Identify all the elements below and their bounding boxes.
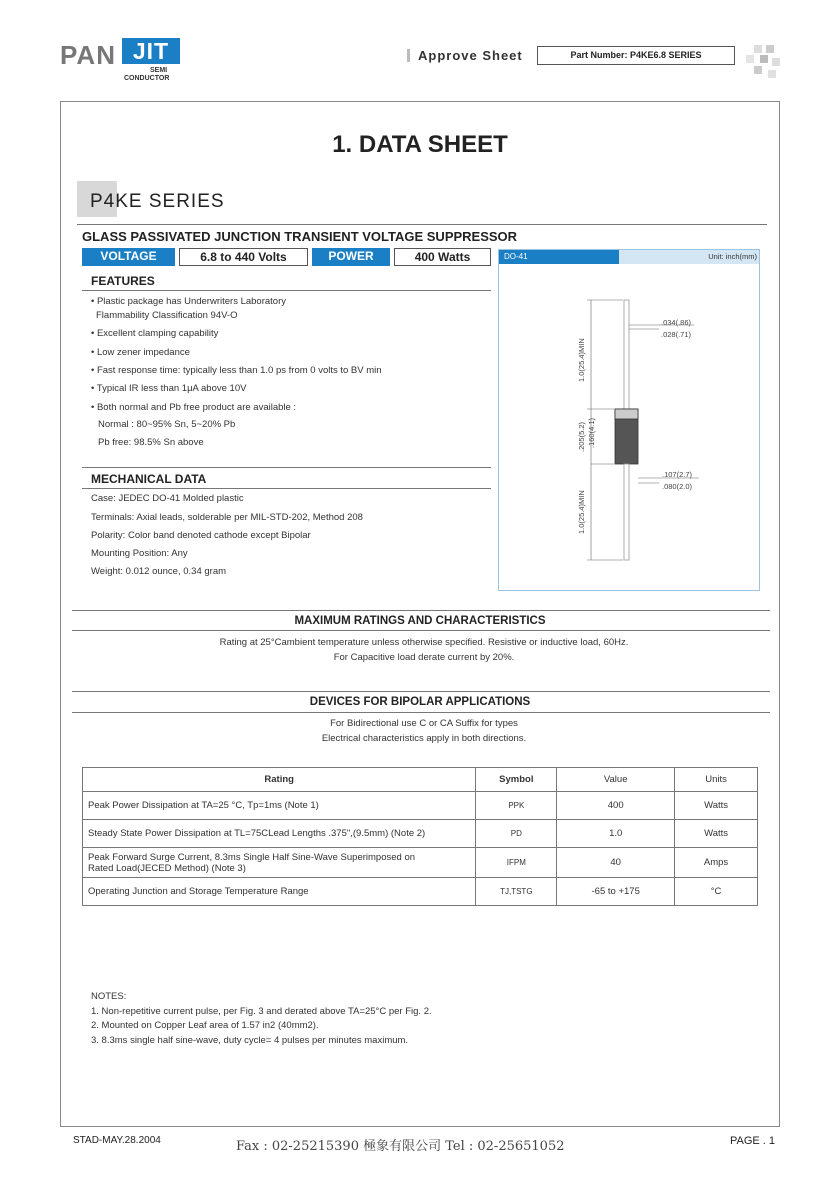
feature-item: • Low zener impedance [91, 347, 190, 358]
units-cell: Watts [675, 792, 758, 820]
body-dia-max: .107(2.7) [662, 470, 693, 479]
value-cell: -65 to +175 [557, 878, 675, 906]
mechanical-item: Terminals: Axial leads, solderable per MIL-STD-202, Method 208 [91, 512, 363, 523]
note-item: 1. Non-repetitive current pulse, per Fig. 3 and derated above TA=25°C per Fig. 2. [91, 1006, 432, 1017]
voltage-label: VOLTAGE [82, 248, 175, 266]
unit-label: Unit: inch(mm) [708, 252, 757, 261]
table-row [83, 792, 758, 820]
decor-square [768, 70, 776, 78]
lead-dia-min: .028(.71) [661, 330, 692, 339]
mechanical-item: Mounting Position: Any [91, 548, 188, 559]
feature-item: Flammability Classification 94V-O [96, 310, 238, 321]
footer-date: STAD-MAY.28.2004 [73, 1135, 161, 1146]
col-header: Value [557, 768, 675, 792]
part-number-box [537, 46, 735, 65]
units-cell: Amps [675, 848, 758, 878]
page-number: PAGE . 1 [730, 1135, 776, 1147]
package-name: DO-41 [499, 250, 619, 264]
divider [82, 488, 491, 489]
note-item: 3. 8.3ms single half sine-wave, duty cycle= 4 pulses per minutes maximum. [91, 1035, 409, 1046]
col-header: Units [675, 768, 758, 792]
units-cell: °C [675, 878, 758, 906]
part-number-value: P4KE6.8 SERIES [629, 50, 702, 60]
logo-conductor: CONDUCTOR [124, 75, 170, 82]
rating-cell: Operating Junction and Storage Temperature Range [83, 878, 476, 906]
feature-item: • Excellent clamping capability [91, 328, 219, 339]
power-value: 400 Watts [394, 248, 491, 266]
bipolar-heading: DEVICES FOR BIPOLAR APPLICATIONS [309, 696, 531, 708]
table-row [83, 848, 758, 878]
body-length-min: .160(4.1) [587, 417, 596, 448]
lead-dia-max: .034(.86) [661, 318, 692, 327]
notes-heading: NOTES: [91, 991, 127, 1002]
approve-bar [407, 49, 410, 62]
logo-semi: SEMI [150, 67, 168, 74]
table-row [83, 878, 758, 906]
feature-item: • Plastic package has Underwriters Laboratory [91, 296, 287, 307]
divider [82, 290, 491, 291]
feature-item: • Fast response time: typically less than 1.0 ps from 0 volts to BV min [91, 365, 382, 376]
features-heading: FEATURES [91, 274, 155, 288]
feature-item: Pb free: 98.5% Sn above [98, 437, 204, 448]
decor-square [766, 45, 774, 53]
note-item: 2. Mounted on Copper Leaf area of 1.57 in2 (40mm2). [91, 1020, 319, 1031]
voltage-value: 6.8 to 440 Volts [179, 248, 308, 266]
symbol-cell: TJ,TSTG [476, 878, 557, 906]
mechanical-item: Weight: 0.012 ounce, 0.34 gram [91, 566, 227, 577]
bipolar-line2: Electrical characteristics apply in both directions. [321, 733, 527, 744]
do41-drawing [499, 265, 759, 590]
mechanical-item: Polarity: Color band denoted cathode except Bipolar [91, 530, 311, 541]
max-ratings-line2: For Capacitive load derate current by 20%. [333, 652, 515, 663]
rating-cell [83, 848, 476, 878]
divider [72, 610, 770, 611]
decor-square [760, 55, 768, 63]
body-length-max: .205(5.2) [577, 421, 586, 452]
feature-item: Normal : 80~95% Sn, 5~20% Pb [98, 419, 236, 430]
lead-length-bottom: 1.0(25.4)MIN [577, 490, 586, 534]
logo-pan: PAN [60, 40, 116, 70]
decor-square [772, 58, 780, 66]
rating-cell: Steady State Power Dissipation at TL=75CLead Lengths .375",(9.5mm) (Note 2) [83, 820, 476, 848]
body-dia-min: .080(2.0) [662, 482, 693, 491]
table-row [83, 820, 758, 848]
feature-item: • Typical IR less than 1μA above 10V [91, 383, 247, 394]
divider [72, 630, 770, 631]
product-subtitle: GLASS PASSIVATED JUNCTION TRANSIENT VOLTAGE SUPPRESSOR [82, 229, 518, 244]
power-label: POWER [312, 248, 390, 266]
col-header: Rating [83, 768, 476, 792]
mechanical-heading: MECHANICAL DATA [91, 472, 207, 486]
series-title: P4KE SERIES [90, 191, 225, 212]
table-header-row [83, 768, 758, 792]
value-cell: 1.0 [557, 820, 675, 848]
value-cell: 40 [557, 848, 675, 878]
feature-item: • Both normal and Pb free product are available : [91, 402, 297, 413]
bipolar-line1: For Bidirectional use C or CA Suffix for types [330, 718, 518, 729]
max-ratings-line1: Rating at 25°Cambient temperature unless otherwise specified. Resistive or inductive load, 60Hz. [219, 637, 629, 648]
decor-square [754, 45, 762, 53]
decor-square [746, 55, 754, 63]
rating-line: Rated Load(JECED Method) (Note 3) [88, 862, 246, 874]
symbol-cell: PD [476, 820, 557, 848]
page-title: 1. DATA SHEET [332, 131, 508, 158]
logo-jit: JIT [122, 38, 180, 64]
rating-line: Peak Forward Surge Current, 8.3ms Single Half Sine-Wave Superimposed on [88, 851, 416, 863]
max-ratings-heading: MAXIMUM RATINGS AND CHARACTERISTICS [294, 615, 546, 627]
divider [72, 691, 770, 692]
divider [77, 224, 767, 225]
approve-sheet-label: Approve Sheet [418, 48, 523, 63]
divider [82, 467, 491, 468]
col-header: Symbol [476, 768, 557, 792]
symbol-cell: PPK [476, 792, 557, 820]
value-cell: 400 [557, 792, 675, 820]
ratings-table [82, 767, 758, 906]
decor-square [754, 66, 762, 74]
units-cell: Watts [675, 820, 758, 848]
part-number-label: Part Number: [570, 50, 628, 60]
rating-cell: Peak Power Dissipation at TA=25 °C, Tp=1ms (Note 1) [83, 792, 476, 820]
divider [72, 712, 770, 713]
lead-length-top: 1.0(25.4)MIN [577, 338, 586, 382]
footer-contact: Fax : 02-25215390 極象有限公司 Tel : 02-25651052 [236, 1139, 565, 1154]
symbol-cell: IFPM [476, 848, 557, 878]
mechanical-item: Case: JEDEC DO-41 Molded plastic [91, 493, 244, 504]
